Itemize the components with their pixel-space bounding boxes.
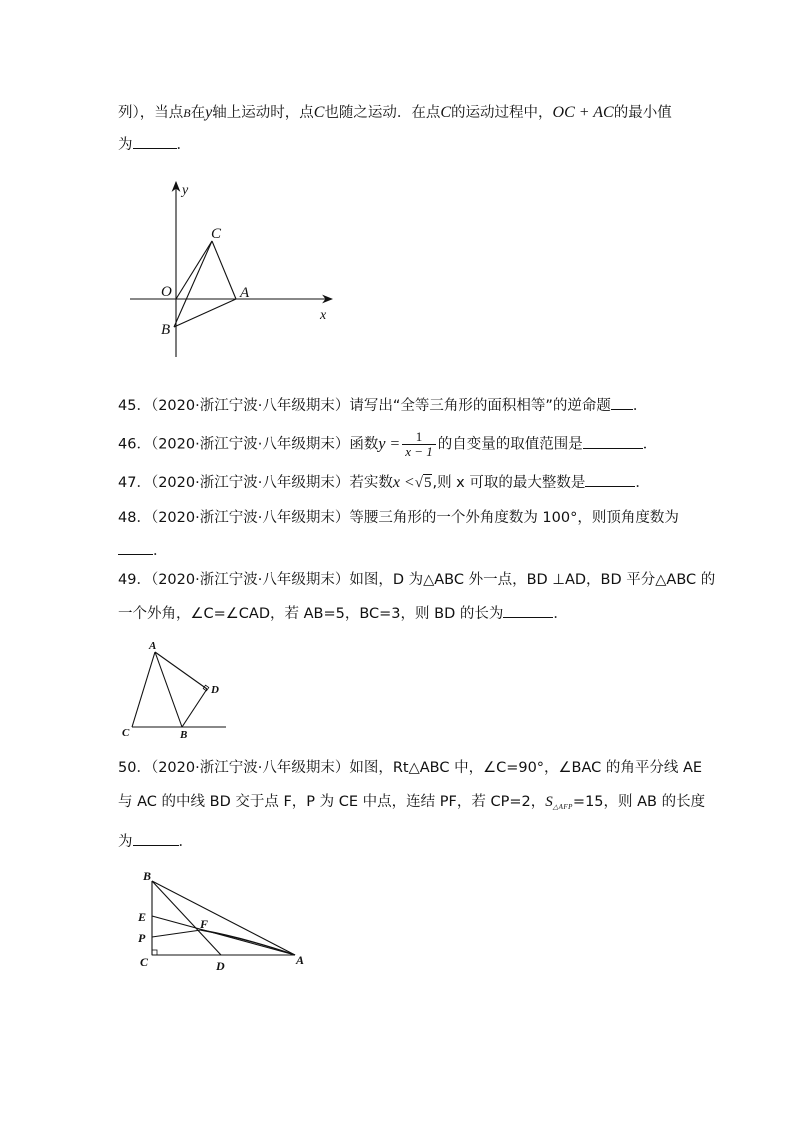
q49-text: 49．（2020·浙江宁波·八年级期末）如图，D 为△ABC 外一点，BD ⊥AD，BD 平分△ABC 的 (118, 572, 716, 588)
fraction-denominator: x − 1 (405, 444, 433, 459)
fig-label-b: B (161, 322, 171, 338)
question-48-line2 (118, 540, 168, 561)
question-49-line1 (118, 570, 715, 590)
q50-text: 与 AC 的中线 BD 交于点 F，P 为 CE 中点，连结 PF，若 CP=2， (118, 794, 546, 810)
answer-blank (611, 395, 633, 410)
q44-text: 为 (118, 137, 133, 153)
question-50-line3 (118, 831, 193, 852)
q49-text: 一个外角，∠C=∠CAD，若 AB=5，BC=3，则 BD 的长为 (118, 606, 504, 622)
question-49-line2 (118, 603, 568, 624)
segment-ab (155, 652, 182, 727)
radicand: 5 (423, 475, 432, 491)
fig-label-c: C (211, 226, 222, 242)
answer-blank (118, 540, 153, 555)
answer-blank (585, 472, 635, 487)
answer-blank (133, 831, 179, 846)
q44-text: 也随之运动．在点 (324, 105, 441, 121)
q44-text: 轴上运动时，点 (212, 105, 314, 121)
fig-label-f: F (200, 917, 209, 931)
fig-label-p: P (138, 931, 146, 945)
answer-blank (503, 603, 553, 618)
fig-label-a: A (149, 640, 157, 652)
q44-line2 (118, 134, 191, 155)
q45-text: ． (632, 398, 648, 414)
q44-figure (125, 175, 340, 365)
expression-oc-ac: OC + AC (552, 104, 614, 121)
question-45 (118, 395, 647, 416)
q47-text: ． (635, 475, 650, 491)
q45-text: 45．（2020·浙江宁波·八年级期末）请写出“全等三角形的面积相等”的逆命题 (118, 398, 611, 414)
q47-text: ,则 x 可取的最大整数是 (432, 475, 586, 491)
fig-label-d: D (216, 959, 225, 973)
q46-text: 的自变量的取值范围是 (437, 436, 583, 453)
area-symbol: S (545, 794, 553, 810)
q48-text: 48．（2020·浙江宁波·八年级期末）等腰三角形的一个外角度数为 100°，则顶角度数为 (118, 510, 679, 526)
q50-figure (135, 866, 310, 976)
q50-text: =15，则 AB 的长度 (572, 794, 706, 810)
question-50-line2 (118, 792, 705, 817)
point-b-label: B (183, 106, 191, 120)
sqrt-sign: √ (414, 475, 423, 491)
q47-text: 47．（2020·浙江宁波·八年级期末）若实数 (118, 475, 393, 491)
q50-text: 为 (118, 834, 133, 850)
q44-text: 的运动过程中， (451, 105, 553, 121)
question-50-line1 (118, 758, 702, 778)
fig-label-a: A (240, 285, 250, 301)
answer-blank (133, 134, 177, 149)
fig-label-c: C (122, 727, 130, 739)
fig-label-y: y (182, 183, 189, 198)
q49-figure (118, 638, 233, 743)
question-47 (118, 472, 650, 493)
y-label: y (205, 104, 213, 121)
q44-line1 (118, 103, 672, 123)
q46-text: 46．（2020·浙江宁波·八年级期末）函数 (118, 436, 379, 453)
q44-text: 在 (190, 105, 206, 121)
right-angle-mark (152, 950, 157, 955)
fig-label-b: B (143, 869, 152, 883)
fig-label-c: C (140, 955, 149, 969)
q44-text: 列），当点 (118, 105, 184, 121)
area-subscript: △AFP (552, 803, 573, 811)
question-46 (118, 430, 657, 459)
fraction-numerator: 1 (402, 430, 436, 445)
segment-bd (182, 689, 207, 727)
q50-text: ． (178, 834, 193, 850)
inequality-x: x < (392, 474, 415, 491)
segment-bc (174, 241, 212, 327)
sqrt-5 (415, 474, 433, 491)
segment-ad (155, 652, 207, 689)
q44-text: ． (176, 137, 191, 153)
segment-ea (152, 916, 295, 955)
fig-label-a: A (296, 953, 305, 967)
fraction-1-over-x-minus-1 (402, 430, 436, 459)
question-48-line1 (118, 508, 679, 528)
fig-label-e: E (138, 910, 147, 924)
segment-ac (132, 652, 155, 727)
fig-label-o: O (161, 284, 172, 300)
segment-ba (174, 299, 236, 327)
point-c-label: C (313, 104, 325, 121)
answer-blank (583, 434, 643, 449)
fig-label-b: B (180, 729, 188, 741)
segment-bd (152, 881, 221, 955)
segment-ca (212, 241, 236, 299)
segment-oc (176, 241, 212, 299)
q49-text: ． (553, 606, 568, 622)
point-c-label: C (440, 104, 452, 121)
segment-ba (152, 881, 295, 955)
fig-label-x: x (320, 308, 327, 323)
q50-text: 50．（2020·浙江宁波·八年级期末）如图，Rt△ABC 中，∠C=90°，∠BAC 的角平分线 AE (118, 760, 703, 776)
q48-text: ． (153, 543, 168, 559)
q46-text: ． (642, 436, 658, 453)
function-y: y = (378, 435, 401, 453)
q44-text: 的最小值 (613, 105, 672, 121)
area-afp (545, 794, 573, 810)
segment-pf (152, 930, 201, 937)
fig-label-d: D (211, 684, 219, 696)
